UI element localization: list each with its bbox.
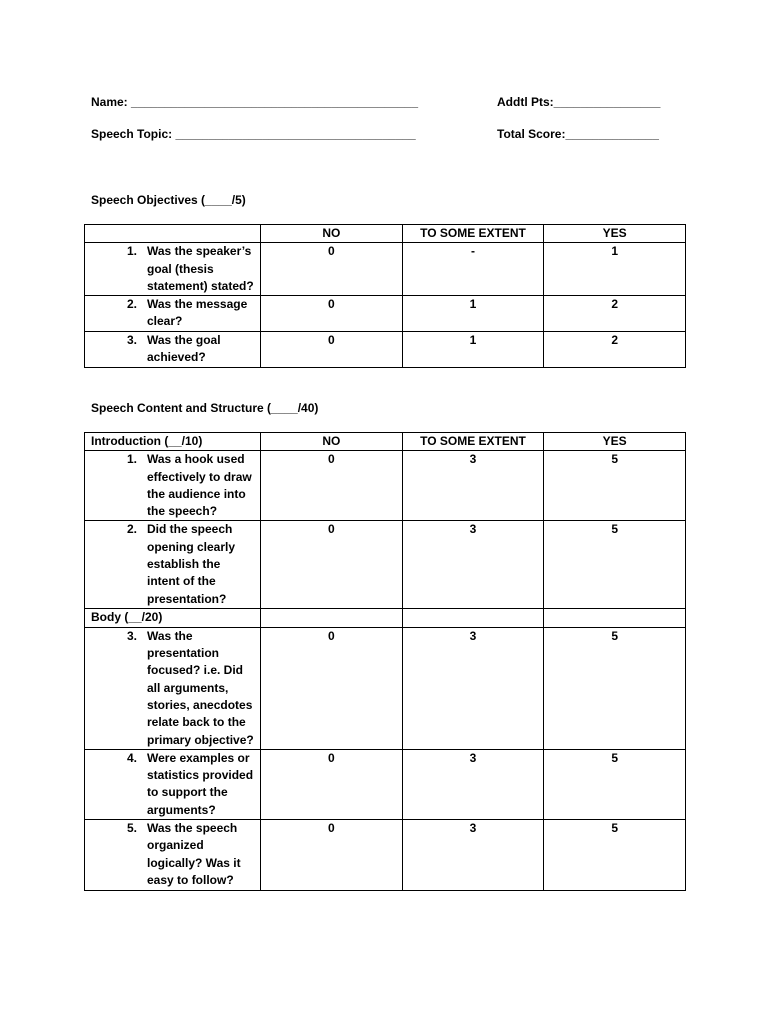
addtl-pts-field-label: Addtl Pts:________________ xyxy=(497,95,661,109)
score-no: 0 xyxy=(261,243,403,296)
question-number: 1. xyxy=(126,244,137,259)
score-to-some-extent: 3 xyxy=(402,451,544,521)
score-yes: 1 xyxy=(544,243,686,296)
question-text: Was the message clear? xyxy=(147,297,248,329)
column-header-no: NO xyxy=(261,433,403,451)
question-number: 1. xyxy=(126,452,137,467)
score-no: 0 xyxy=(261,296,403,332)
score-to-some-extent: - xyxy=(402,243,544,296)
score-no: 0 xyxy=(261,451,403,521)
column-header-no: NO xyxy=(261,225,403,243)
table-row xyxy=(85,820,686,891)
score-to-some-extent: 1 xyxy=(402,331,544,367)
score-no: 0 xyxy=(261,521,403,609)
column-header-to-some-extent: TO SOME EXTENT xyxy=(402,433,544,451)
score-yes: 5 xyxy=(544,627,686,749)
score-yes: 2 xyxy=(544,296,686,332)
score-yes: 5 xyxy=(544,749,686,819)
score-to-some-extent: 3 xyxy=(402,521,544,609)
objectives-table xyxy=(84,224,686,368)
score-to-some-extent: 3 xyxy=(402,749,544,819)
question-text: Was the speaker’s goal (thesis statement) stated? xyxy=(147,244,254,293)
body-subsection-label: Body (__/20) xyxy=(85,609,261,627)
body-subsection-row xyxy=(85,609,686,627)
score-yes: 5 xyxy=(544,521,686,609)
introduction-subsection-label: Introduction (__/10) xyxy=(85,433,261,451)
content-section-title: Speech Content and Structure (____/40) xyxy=(91,401,319,415)
question-text: Was the goal achieved? xyxy=(147,332,221,365)
column-header-yes: YES xyxy=(544,433,686,451)
question-number: 3. xyxy=(126,628,137,643)
total-score-field-label: Total Score:______________ xyxy=(497,127,659,141)
question-text: Was a hook used effectively to draw the audience into the speech? xyxy=(147,452,252,519)
question-text: Was the speech organized logically? Was it easy to follow? xyxy=(147,821,241,887)
question-text: Were examples or statistics provided to support the arguments? xyxy=(147,750,254,817)
score-to-some-extent: 1 xyxy=(402,296,544,332)
score-yes: 5 xyxy=(544,451,686,521)
question-number: 4. xyxy=(126,750,137,765)
score-no: 0 xyxy=(261,331,403,367)
table-row xyxy=(85,331,686,367)
content-table xyxy=(84,432,686,891)
column-header-yes: YES xyxy=(544,225,686,243)
question-text: Did the speech opening clearly establish the intent of the presentation? xyxy=(147,522,236,606)
question-number: 2. xyxy=(126,297,137,312)
table-row xyxy=(85,243,686,296)
table-row xyxy=(85,749,686,819)
score-no: 0 xyxy=(261,820,403,891)
score-to-some-extent: 3 xyxy=(402,627,544,749)
objectives-section-title: Speech Objectives (____/5) xyxy=(91,193,246,207)
column-header-criteria xyxy=(85,225,261,243)
score-yes: 2 xyxy=(544,331,686,367)
table-row xyxy=(85,296,686,332)
column-header-to-some-extent: TO SOME EXTENT xyxy=(402,225,544,243)
question-number: 2. xyxy=(126,522,137,537)
table-row xyxy=(85,451,686,521)
question-text: Was the presentation focused? i.e. Did all arguments, stories, anecdotes relate back to the primary objective? xyxy=(147,628,254,747)
table-row xyxy=(85,627,686,749)
score-no: 0 xyxy=(261,749,403,819)
speech-topic-field-label: Speech Topic: ____________________________________ xyxy=(91,127,416,141)
score-no: 0 xyxy=(261,627,403,749)
table-header-row xyxy=(85,225,686,243)
question-number: 3. xyxy=(126,332,137,347)
score-yes: 5 xyxy=(544,820,686,891)
table-header-row xyxy=(85,433,686,451)
score-to-some-extent: 3 xyxy=(402,820,544,891)
name-field-label: Name: ___________________________________________ xyxy=(91,95,418,109)
table-row xyxy=(85,521,686,609)
question-number: 5. xyxy=(126,821,137,836)
